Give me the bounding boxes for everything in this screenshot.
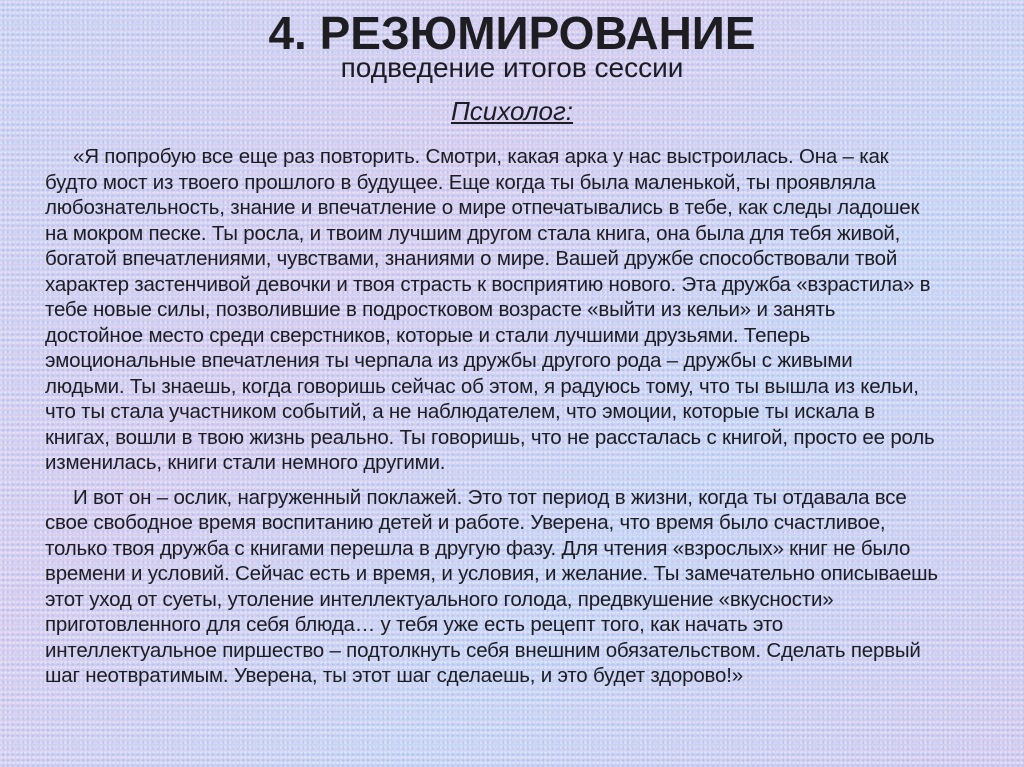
paragraph-1 xyxy=(45,144,1005,476)
text-line: достойное место среди сверстников, которые и стали лучшими друзьями. Теперь xyxy=(45,323,811,347)
slide-title: 4. РЕЗЮМИРОВАНИЕ xyxy=(268,7,756,59)
text-line: что ты стала участником событий, а не наблюдателем, что эмоции, которые ты искала в xyxy=(45,400,875,423)
text-line: на мокром песке. Ты росла, и твоим лучшим другом стала книга, она была для тебя живой, xyxy=(45,221,901,245)
text-line: интеллектуальное пиршество – подтолкнуть себя внешним обязательством. Сделать первый xyxy=(45,638,921,662)
text-line: И вот он – ослик, нагруженный поклажей. Это тот период в жизни, когда ты отдавала все xyxy=(73,485,907,509)
text-line: характер застенчивой девочки и твоя страсть к восприятию нового. Эта дружба «взрастила» в xyxy=(45,272,931,296)
body-text xyxy=(45,144,1005,689)
text-line: шаг неотвратимым. Уверена, ты этот шаг сделаешь, и это будет здорово!» xyxy=(45,664,743,687)
text-line: «Я попробую все еще раз повторить. Смотри, какая арка у нас выстроилась. Она – как xyxy=(73,145,889,168)
speaker-label xyxy=(0,96,1024,127)
text-line: тебе новые силы, позволившие в подростковом возрасте «выйти из кельи» и занять xyxy=(45,298,836,321)
text-line: людьми. Ты знаешь, когда говоришь сейчас об этом, я радуюсь тому, что ты вышла из кельи, xyxy=(45,374,919,398)
text-line: книгах, вошли в твою жизнь реально. Ты говоришь, что не рассталась с книгой, просто ее роль xyxy=(45,425,935,449)
text-line: времени и условий. Сейчас есть и время, и условия, и желание. Ты замечательно описываешь xyxy=(45,562,938,585)
speaker-name: Психолог: xyxy=(450,96,574,126)
text-line: будто мост из твоего прошлого в будущее. Еще когда ты была маленькой, ты проявляла xyxy=(45,170,876,194)
text-line: только твоя дружба с книгами перешла в другую фазу. Для чтения «взрослых» книг не было xyxy=(45,536,911,560)
text-line: эмоциональные впечатления ты черпала из дружбы другого рода – дружбы с живыми xyxy=(45,349,853,372)
text-line: этот уход от суеты, утоление интеллектуального голода, предвкушение «вкусности» xyxy=(45,587,834,611)
text-line: приготовленного для себя блюда… у тебя уже есть рецепт того, как начать это xyxy=(45,613,784,636)
paragraph-2 xyxy=(45,485,1005,689)
text-line: свое свободное время воспитанию детей и работе. Уверена, что время было счастливое, xyxy=(45,511,886,534)
text-line: изменилась, книги стали немного другими. xyxy=(45,451,446,474)
slide-subtitle: подведение итогов сессии xyxy=(340,52,684,83)
text-line: богатой впечатлениями, чувствами, знаниями о мире. Вашей дружбе способствовали твой xyxy=(45,247,898,270)
text-line: любознательность, знание и впечатление о мире отпечатывались в тебе, как следы ладошек xyxy=(45,196,920,219)
